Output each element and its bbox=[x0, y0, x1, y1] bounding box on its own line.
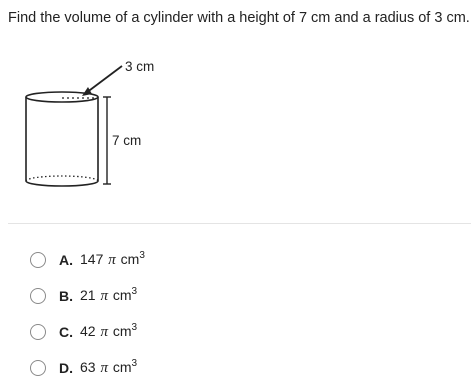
choice-a[interactable] bbox=[30, 249, 145, 271]
choice-d[interactable] bbox=[30, 357, 137, 379]
cylinder-bottom-front-arc bbox=[26, 181, 98, 186]
question-text: Find the volume of a cylinder with a height of 7 cm and a radius of 3 cm. bbox=[8, 10, 470, 26]
choice-letter: A. bbox=[59, 252, 73, 268]
cylinder-bottom-back-arc bbox=[26, 176, 98, 181]
section-divider bbox=[8, 223, 471, 224]
radio-button[interactable] bbox=[30, 324, 46, 340]
choice-b[interactable] bbox=[30, 285, 137, 307]
choice-letter: B. bbox=[59, 288, 73, 304]
radio-button[interactable] bbox=[30, 252, 46, 268]
choice-letter: D. bbox=[59, 360, 73, 376]
choice-answer: 147 π $cm^3$ bbox=[80, 250, 145, 268]
radius-pointer-line bbox=[86, 66, 122, 93]
choice-answer: 63 π $cm^3$ bbox=[80, 358, 138, 376]
height-label: 7 cm bbox=[112, 133, 142, 148]
choice-answer: 21 π $cm^3$ bbox=[80, 286, 138, 304]
radius-label: 3 cm bbox=[125, 59, 155, 74]
choice-c[interactable] bbox=[30, 321, 137, 343]
radio-button[interactable] bbox=[30, 288, 46, 304]
choice-letter: C. bbox=[59, 324, 73, 340]
choice-answer: 42 π $cm^3$ bbox=[80, 322, 138, 340]
radio-button[interactable] bbox=[30, 360, 46, 376]
